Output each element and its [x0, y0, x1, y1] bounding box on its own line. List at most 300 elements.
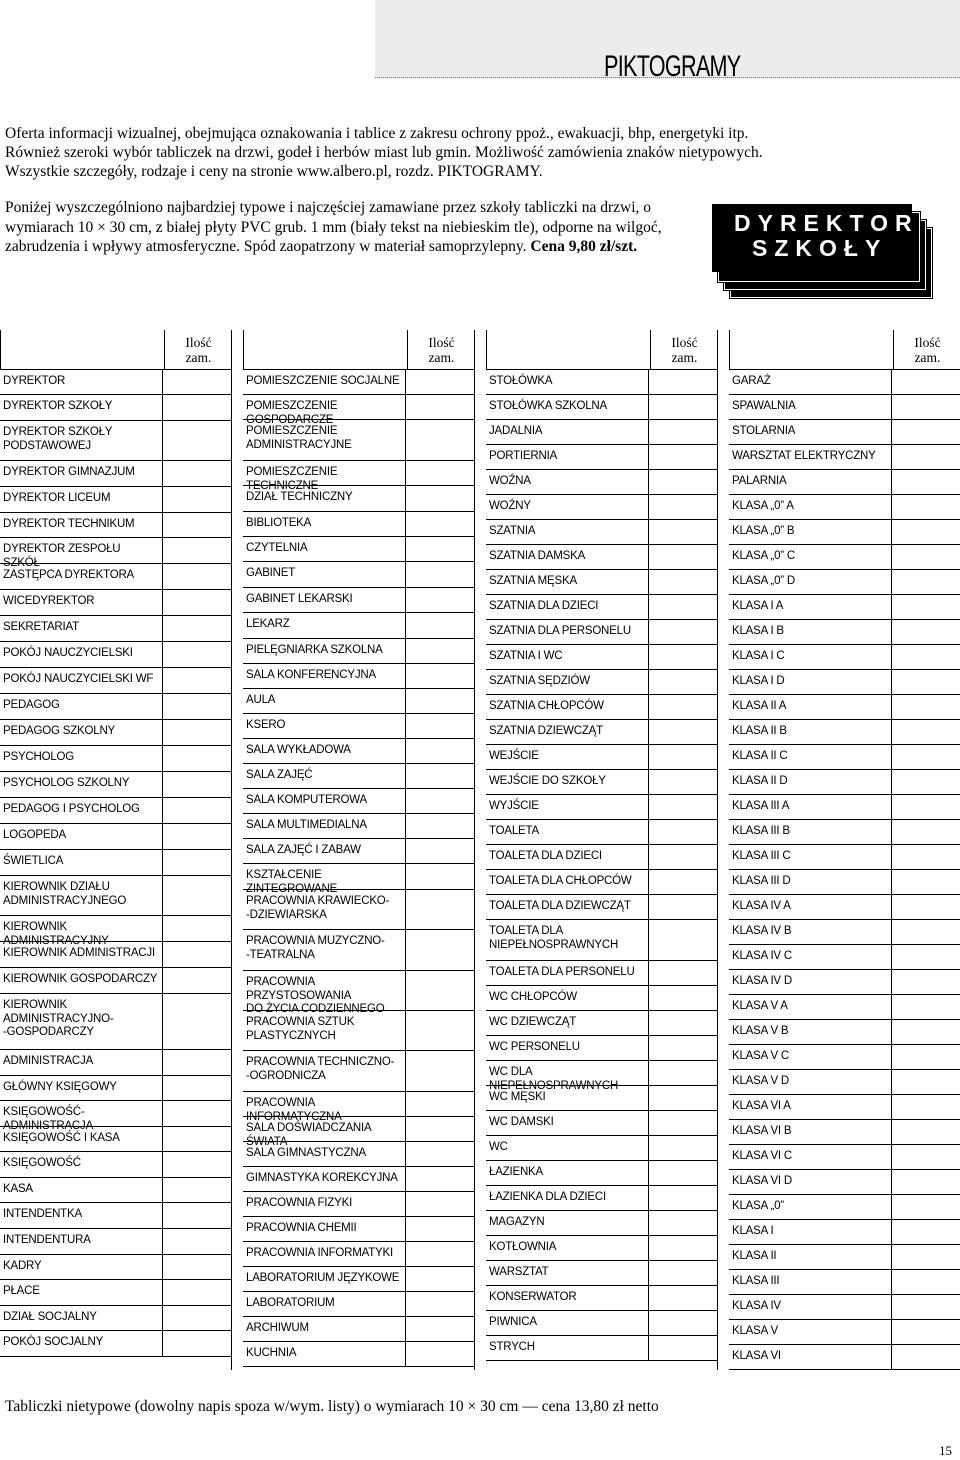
quantity-cell[interactable]	[405, 739, 474, 763]
quantity-cell[interactable]	[162, 395, 231, 420]
quantity-header: Ilość zam.	[650, 330, 718, 370]
quantity-cell[interactable]	[405, 1342, 474, 1366]
quantity-cell[interactable]	[405, 562, 474, 587]
quantity-cell[interactable]	[891, 670, 960, 694]
quantity-cell[interactable]	[162, 916, 231, 941]
quantity-cell[interactable]	[405, 1051, 474, 1091]
table-row	[486, 420, 717, 445]
sample-sign-line-1: DYREKTOR	[734, 210, 919, 236]
quantity-cell[interactable]	[405, 420, 474, 460]
table-row	[729, 1170, 960, 1195]
table-row	[0, 746, 231, 772]
quantity-cell[interactable]	[891, 1220, 960, 1244]
table-row	[243, 1192, 474, 1217]
table-row	[0, 590, 231, 616]
quantity-cell[interactable]	[405, 395, 474, 419]
quantity-cell[interactable]	[162, 564, 231, 589]
quantity-cell[interactable]	[162, 642, 231, 667]
sign-label: KLASA II A	[732, 700, 787, 712]
quantity-cell[interactable]	[162, 1229, 231, 1254]
sign-label: SALA GIMNASTYCZNA	[246, 1147, 366, 1159]
quantity-cell[interactable]	[648, 545, 717, 569]
description-text: Poniżej wyszczególniono najbardziej typowe i najczęściej zamawiane przez szkoły tabliczki na drzwi, o wymiarach 10 × 30 cm, z białej płyty PVC grub. 1 mm (biały tekst na niebieskim tle), odporne na wilgoć, zabrudzenia i wpływy atmosferyczne. Spód zaopatrzony w materiał samoprzylepny.	[5, 199, 662, 255]
sign-label: SALA ZAJĘĆ	[246, 769, 313, 781]
sign-label: SALA KOMPUTEROWA	[246, 794, 367, 806]
sign-label: SZATNIA CHŁOPCÓW	[489, 700, 604, 712]
quantity-cell[interactable]	[162, 968, 231, 993]
quantity-header: Ilość zam.	[893, 330, 960, 370]
sign-label: ŚWIETLICA	[3, 855, 64, 867]
sign-label: SZATNIA MĘSKA	[489, 575, 577, 587]
quantity-cell[interactable]	[891, 495, 960, 519]
quantity-cell[interactable]	[162, 1178, 231, 1202]
quantity-cell[interactable]	[648, 1186, 717, 1210]
quantity-cell[interactable]	[405, 1242, 474, 1266]
sign-label: KLASA IV C	[732, 950, 793, 962]
quantity-cell[interactable]	[405, 971, 474, 1010]
table-row	[243, 613, 474, 639]
sign-label: SALA WYKŁADOWA	[246, 744, 351, 756]
quantity-cell[interactable]	[648, 370, 717, 394]
quantity-cell[interactable]	[648, 820, 717, 844]
quantity-cell[interactable]	[648, 1211, 717, 1235]
quantity-cell[interactable]	[162, 487, 231, 512]
quantity-cell[interactable]	[405, 1167, 474, 1191]
table-row	[729, 695, 960, 720]
sign-label: MAGAZYN	[489, 1216, 545, 1228]
quantity-cell[interactable]	[162, 1050, 231, 1075]
quantity-cell[interactable]	[891, 795, 960, 819]
table-row	[243, 814, 474, 839]
quantity-cell[interactable]	[162, 616, 231, 641]
quantity-cell[interactable]	[648, 920, 717, 960]
quantity-cell[interactable]	[891, 1045, 960, 1069]
quantity-cell[interactable]	[891, 1145, 960, 1169]
sign-label: WC DAMSKI	[489, 1116, 554, 1128]
quantity-cell[interactable]	[162, 1280, 231, 1305]
quantity-cell[interactable]	[162, 513, 231, 537]
quantity-cell[interactable]	[405, 1011, 474, 1050]
table-row	[729, 1295, 960, 1320]
quantity-cell[interactable]	[648, 1111, 717, 1135]
sign-label: PŁACE	[3, 1285, 40, 1297]
table-row	[729, 545, 960, 570]
table-row	[729, 370, 960, 395]
quantity-cell[interactable]	[648, 595, 717, 619]
sign-label: SZATNIA DLA DZIECI	[489, 600, 599, 612]
table-row	[0, 1152, 231, 1178]
quantity-cell[interactable]	[405, 1142, 474, 1166]
sign-label: WOŹNA	[489, 475, 531, 487]
quantity-cell[interactable]	[891, 1245, 960, 1269]
quantity-cell[interactable]	[162, 461, 231, 486]
sign-label: LABORATORIUM JĘZYKOWE	[246, 1272, 400, 1284]
sign-label: KSZTAŁCENIE ZINTEGROWANE	[246, 869, 338, 895]
sign-label: POKÓJ NAUCZYCIELSKI	[3, 647, 133, 659]
table-row	[243, 1342, 474, 1367]
quantity-cell[interactable]	[162, 668, 231, 693]
sign-label: PSYCHOLOG	[3, 751, 75, 763]
quantity-cell[interactable]	[891, 370, 960, 394]
quantity-cell[interactable]	[162, 876, 231, 915]
quantity-cell[interactable]	[405, 1317, 474, 1341]
quantity-cell[interactable]	[405, 1192, 474, 1216]
table-row	[729, 1245, 960, 1270]
quantity-cell[interactable]	[405, 764, 474, 788]
quantity-cell[interactable]	[648, 986, 717, 1010]
quantity-cell[interactable]	[648, 1236, 717, 1260]
sign-label: LEKARZ	[246, 618, 290, 630]
quantity-cell[interactable]	[648, 895, 717, 919]
sign-label: INTENDENTKA	[3, 1208, 82, 1220]
quantity-cell[interactable]	[648, 670, 717, 694]
quantity-cell[interactable]	[648, 1086, 717, 1110]
price-text: Cena 9,80 zł/szt.	[530, 238, 638, 255]
quantity-cell[interactable]	[891, 595, 960, 619]
quantity-cell[interactable]	[648, 620, 717, 644]
sign-label: KIEROWNIK ADMINISTRACYJNO- -GOSPODARCZY	[3, 999, 114, 1038]
sign-label: PIELĘGNIARKA SZKOLNA	[246, 644, 383, 656]
quantity-cell[interactable]	[162, 1152, 231, 1177]
table-row	[243, 1092, 474, 1123]
quantity-cell[interactable]	[891, 645, 960, 669]
quantity-cell[interactable]	[891, 820, 960, 844]
quantity-cell[interactable]	[162, 1101, 231, 1126]
quantity-cell[interactable]	[648, 1161, 717, 1185]
table-row	[486, 1111, 717, 1136]
table-row	[729, 870, 960, 895]
table-row	[486, 620, 717, 645]
table-row	[486, 1211, 717, 1236]
quantity-cell[interactable]	[405, 714, 474, 738]
quantity-cell[interactable]	[405, 1092, 474, 1116]
sign-label: AULA	[246, 694, 276, 706]
sign-label: KLASA „0”	[732, 1200, 784, 1212]
sign-label: KLASA I A	[732, 600, 784, 612]
quantity-cell[interactable]	[891, 420, 960, 444]
quantity-cell[interactable]	[648, 695, 717, 719]
quantity-cell[interactable]	[891, 1320, 960, 1344]
table-row	[486, 645, 717, 670]
quantity-cell[interactable]	[405, 486, 474, 511]
table-row	[243, 689, 474, 714]
quantity-cell[interactable]	[405, 1117, 474, 1141]
table-row	[486, 570, 717, 595]
quantity-cell[interactable]	[162, 720, 231, 745]
table-row	[486, 1261, 717, 1286]
quantity-cell[interactable]	[891, 770, 960, 794]
quantity-cell[interactable]	[891, 745, 960, 769]
quantity-cell[interactable]	[162, 590, 231, 615]
quantity-cell[interactable]	[648, 1336, 717, 1360]
table-row	[486, 1011, 717, 1036]
quantity-cell[interactable]	[891, 1070, 960, 1094]
quantity-cell[interactable]	[891, 945, 960, 969]
quantity-cell[interactable]	[648, 1286, 717, 1310]
sign-label: PEDAGOG I PSYCHOLOG	[3, 803, 140, 815]
sign-label: SPAWALNIA	[732, 400, 796, 412]
quantity-cell[interactable]	[891, 520, 960, 544]
table-row	[243, 864, 474, 895]
table-row	[0, 694, 231, 720]
sign-label: SZATNIA	[489, 525, 536, 537]
quantity-cell[interactable]	[405, 930, 474, 970]
sign-label: POMIESZCZENIE TECHNICZNE	[246, 466, 338, 492]
quantity-cell[interactable]	[648, 420, 717, 444]
table-row	[486, 1161, 717, 1186]
quantity-cell[interactable]	[648, 961, 717, 985]
product-description	[5, 198, 685, 257]
quantity-cell[interactable]	[891, 720, 960, 744]
quantity-cell[interactable]	[891, 895, 960, 919]
table-row	[243, 764, 474, 789]
quantity-cell[interactable]	[648, 1011, 717, 1035]
table-row	[243, 1217, 474, 1242]
table-row	[486, 1236, 717, 1261]
order-column-4	[729, 330, 960, 1370]
table-row	[243, 1317, 474, 1342]
sign-label: KLASA VI A	[732, 1100, 791, 1112]
sign-label: KLASA III D	[732, 875, 791, 887]
quantity-cell[interactable]	[162, 370, 231, 394]
table-row	[729, 995, 960, 1020]
table-row	[243, 890, 474, 930]
quantity-cell[interactable]	[162, 421, 231, 460]
quantity-cell[interactable]	[162, 1203, 231, 1228]
table-row	[0, 876, 231, 916]
sign-label: KLASA III C	[732, 850, 791, 862]
quantity-cell[interactable]	[162, 1255, 231, 1279]
table-row	[243, 1117, 474, 1148]
sign-label: STOŁÓWKA SZKOLNA	[489, 400, 608, 412]
sign-label: KSIĘGOWOŚĆ	[3, 1157, 81, 1169]
quantity-cell[interactable]	[405, 839, 474, 863]
quantity-cell[interactable]	[891, 470, 960, 494]
sign-label: KLASA „0” C	[732, 550, 795, 562]
quantity-cell[interactable]	[405, 1292, 474, 1316]
sign-label: PEDAGOG SZKOLNY	[3, 725, 116, 737]
quantity-cell[interactable]	[405, 1267, 474, 1291]
sign-label: KLASA III B	[732, 825, 790, 837]
quantity-cell[interactable]	[891, 1270, 960, 1294]
sign-label: KLASA III	[732, 1275, 780, 1287]
order-column-3	[486, 330, 718, 1370]
sign-label: SALA DOŚWIADCZANIA ŚWIATA	[246, 1122, 371, 1148]
quantity-cell[interactable]	[648, 1136, 717, 1160]
sign-label: ARCHIWUM	[246, 1322, 309, 1334]
quantity-cell[interactable]	[648, 770, 717, 794]
column-header	[729, 330, 960, 370]
quantity-cell[interactable]	[162, 942, 231, 967]
table-row	[486, 895, 717, 920]
quantity-cell[interactable]	[891, 445, 960, 469]
table-row	[0, 1076, 231, 1101]
quantity-cell[interactable]	[648, 720, 717, 744]
quantity-cell[interactable]	[891, 870, 960, 894]
sign-label: KLASA V	[732, 1325, 778, 1337]
quantity-cell[interactable]	[162, 694, 231, 719]
quantity-header: Ilość zam.	[407, 330, 475, 370]
quantity-cell[interactable]	[648, 645, 717, 669]
table-row	[486, 845, 717, 870]
quantity-cell[interactable]	[891, 1120, 960, 1144]
sign-label: PRACOWNIA KRAWIECKO- -DZIEWIARSKA	[246, 895, 390, 921]
table-row	[729, 1070, 960, 1095]
sign-label: PORTIERNIA	[489, 450, 558, 462]
sign-label: SZATNIA DAMSKA	[489, 550, 586, 562]
table-row	[486, 520, 717, 545]
table-row	[729, 820, 960, 845]
quantity-cell[interactable]	[891, 845, 960, 869]
quantity-cell[interactable]	[891, 970, 960, 994]
quantity-cell[interactable]	[891, 1295, 960, 1319]
sign-label: KLASA I	[732, 1225, 774, 1237]
order-column-2	[243, 330, 475, 1370]
table-row	[243, 512, 474, 537]
sign-label: WARSZTAT	[489, 1266, 549, 1278]
quantity-cell[interactable]	[648, 795, 717, 819]
sign-label: PRACOWNIA MUZYCZNO- -TEATRALNA	[246, 935, 385, 961]
sample-sign-line-2: SZKOŁY	[752, 235, 888, 261]
quantity-cell[interactable]	[648, 870, 717, 894]
table-row	[729, 1270, 960, 1295]
quantity-cell[interactable]	[648, 745, 717, 769]
sign-label: KLASA I D	[732, 675, 785, 687]
sign-label: KLASA IV B	[732, 925, 792, 937]
quantity-cell[interactable]	[891, 395, 960, 419]
quantity-cell[interactable]	[648, 845, 717, 869]
quantity-cell[interactable]	[162, 772, 231, 797]
sign-label: POMIESZCZENIE GOSPODARCZE	[246, 400, 338, 426]
table-row	[243, 537, 474, 562]
quantity-cell[interactable]	[648, 520, 717, 544]
quantity-cell[interactable]	[162, 994, 231, 1049]
quantity-cell[interactable]	[405, 588, 474, 612]
table-row	[486, 795, 717, 820]
quantity-cell[interactable]	[891, 1195, 960, 1219]
table-row	[486, 1086, 717, 1111]
sign-label: PRACOWNIA PRZYSTOSOWANIA DO ŻYCIA CODZIENNEGO	[246, 976, 385, 1015]
quantity-cell[interactable]	[891, 570, 960, 594]
sign-label: WEJŚCIE DO SZKOŁY	[489, 775, 606, 787]
table-row	[243, 562, 474, 588]
quantity-cell[interactable]	[405, 789, 474, 813]
sign-label: STOLARNIA	[732, 425, 796, 437]
sign-label: ŁAZIENKA	[489, 1166, 544, 1178]
quantity-cell[interactable]	[405, 639, 474, 663]
quantity-cell[interactable]	[162, 1127, 231, 1151]
quantity-cell[interactable]	[405, 1217, 474, 1241]
table-row	[729, 595, 960, 620]
sign-label: KLASA I B	[732, 625, 784, 637]
quantity-cell[interactable]	[648, 395, 717, 419]
sign-label: WYJŚCIE	[489, 800, 539, 812]
sign-label: KLASA V D	[732, 1075, 790, 1087]
quantity-cell[interactable]	[405, 461, 474, 485]
sign-label: WARSZTAT ELEKTRYCZNY	[732, 450, 876, 462]
quantity-cell[interactable]	[648, 445, 717, 469]
quantity-cell[interactable]	[648, 470, 717, 494]
quantity-cell[interactable]	[405, 814, 474, 838]
sign-label: KLASA „0” D	[732, 575, 795, 587]
table-row	[0, 798, 231, 824]
quantity-cell[interactable]	[405, 689, 474, 713]
table-row	[486, 986, 717, 1011]
quantity-cell[interactable]	[891, 545, 960, 569]
table-row	[729, 770, 960, 795]
quantity-cell[interactable]	[891, 995, 960, 1019]
quantity-cell[interactable]	[162, 850, 231, 875]
quantity-cell[interactable]	[162, 798, 231, 823]
quantity-cell[interactable]	[405, 613, 474, 638]
quantity-cell[interactable]	[162, 746, 231, 771]
sign-label: TOALETA DLA CHŁOPCÓW	[489, 875, 632, 887]
quantity-cell[interactable]	[162, 1076, 231, 1100]
quantity-cell[interactable]	[648, 1036, 717, 1060]
table-row	[0, 1178, 231, 1203]
table-row	[0, 564, 231, 590]
quantity-cell[interactable]	[162, 824, 231, 849]
sign-label: ZASTĘPCA DYREKTORA	[3, 569, 135, 581]
quantity-cell[interactable]	[891, 1020, 960, 1044]
sign-label: ŁAZIENKA DLA DZIECI	[489, 1191, 606, 1203]
table-row	[486, 395, 717, 420]
table-row	[0, 461, 231, 487]
quantity-cell[interactable]	[648, 1061, 717, 1085]
table-row	[0, 994, 231, 1050]
quantity-cell[interactable]	[405, 537, 474, 561]
table-row	[243, 420, 474, 461]
quantity-cell[interactable]	[405, 664, 474, 688]
quantity-cell[interactable]	[648, 1261, 717, 1285]
sign-label: KLASA IV A	[732, 900, 791, 912]
quantity-cell[interactable]	[405, 512, 474, 536]
quantity-cell[interactable]	[405, 864, 474, 889]
table-row	[729, 445, 960, 470]
table-row	[243, 739, 474, 764]
sign-label: DYREKTOR SZKOŁY	[3, 400, 113, 412]
table-row	[0, 1306, 231, 1331]
sign-label: KLASA III A	[732, 800, 790, 812]
table-row	[486, 770, 717, 795]
quantity-cell[interactable]	[162, 538, 231, 563]
quantity-cell[interactable]	[648, 1311, 717, 1335]
sign-label: DYREKTOR GIMNAZJUM	[3, 466, 135, 478]
sign-label: KSIĘGOWOŚĆ I KASA	[3, 1132, 120, 1144]
quantity-cell[interactable]	[648, 570, 717, 594]
sign-label: PRACOWNIA TECHNICZNO- -OGRODNICZA	[246, 1056, 395, 1082]
quantity-cell[interactable]	[891, 695, 960, 719]
table-row	[486, 820, 717, 845]
table-row	[486, 870, 717, 895]
quantity-cell[interactable]	[162, 1306, 231, 1330]
quantity-cell[interactable]	[405, 890, 474, 929]
table-row	[243, 714, 474, 739]
sign-label: LOGOPEDA	[3, 829, 66, 841]
quantity-cell[interactable]	[162, 1331, 231, 1356]
quantity-cell[interactable]	[891, 1345, 960, 1369]
quantity-cell[interactable]	[405, 370, 474, 394]
sign-label: JADALNIA	[489, 425, 543, 437]
quantity-cell[interactable]	[891, 1095, 960, 1119]
sign-label: TOALETA DLA DZIECI	[489, 850, 602, 862]
sign-label: PRACOWNIA SZTUK PLASTYCZNYCH	[246, 1016, 355, 1042]
quantity-cell[interactable]	[891, 620, 960, 644]
quantity-cell[interactable]	[891, 920, 960, 944]
table-row	[486, 920, 717, 961]
quantity-cell[interactable]	[648, 495, 717, 519]
quantity-cell[interactable]	[891, 1170, 960, 1194]
